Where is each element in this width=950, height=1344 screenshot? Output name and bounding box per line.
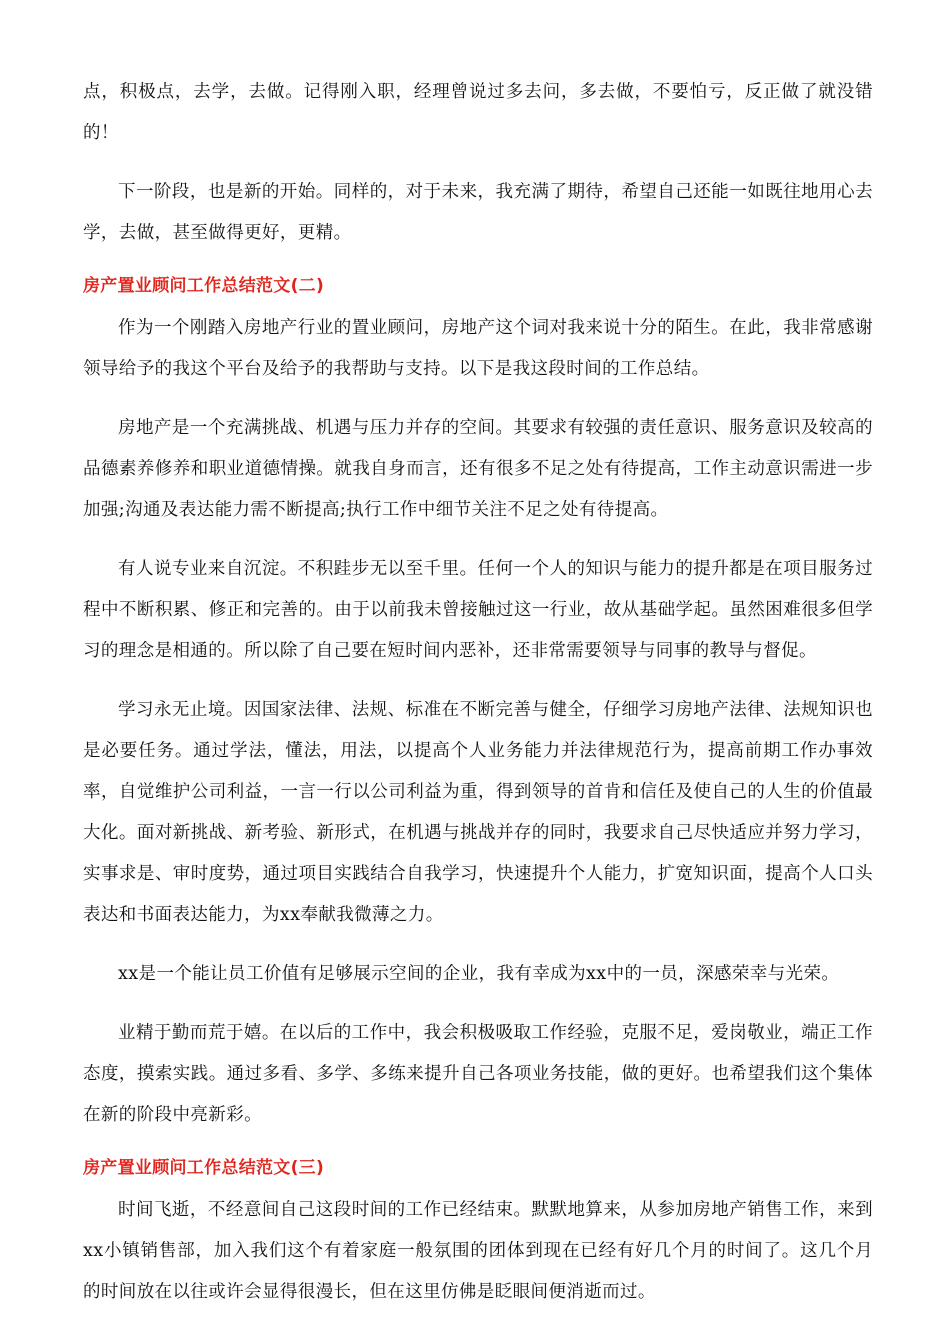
paragraph: 时间飞逝，不经意间自己这段时间的工作已经结束。默默地算来，从参加房地产销售工作，来到xx小镇销售部，加入我们这个有着家庭一般氛围的团体到现在已经有好几个月的时间了。这几个月的时间放在以往或许会显得很漫长，但在这里仿佛是眨眼间便消逝而过。 [83,1200,873,1302]
paragraph: 下一阶段，也是新的开始。同样的，对于未来，我充满了期待，希望自己还能一如既往地用心去学，去做，甚至做得更好，更精。 [83,182,873,243]
paragraph: 有人说专业来自沉淀。不积跬步无以至千里。任何一个人的知识与能力的提升都是在项目服务过程中不断积累、修正和完善的。由于以前我未曾接触过这一行业，故从基础学起。虽然困难很多但学习的理念是相通的。所以除了自己要在短时间内恶补，还非常需要领导与同事的教导与督促。 [83,559,873,661]
paragraph: 学习永无止境。因国家法律、法规、标准在不断完善与健全，仔细学习房地产法律、法规知识也是必要任务。通过学法，懂法，用法，以提高个人业务能力并法律规范行为，提高前期工作办事效率，自觉维护公司利益，一言一行以公司利益为重，得到领导的首肯和信任及使自己的人生的价值最大化。面对新挑战、新考验、新形式，在机遇与挑战并存的同时，我要求自己尽快适应并努力学习，实事求是、审时度势，通过项目实践结合自我学习，快速提升个人能力，扩宽知识面，提高个人口头表达和书面表达能力，为xx奉献我微薄之力。 [83,700,873,925]
section-heading: 房产置业顾问工作总结范文(三) [83,1158,325,1178]
paragraph: 作为一个刚踏入房地产行业的置业顾问，房地产这个词对我来说十分的陌生。在此，我非常感谢领导给予的我这个平台及给予的我帮助与支持。以下是我这段时间的工作总结。 [83,318,873,379]
paragraph: 业精于勤而荒于嬉。在以后的工作中，我会积极吸取工作经验，克服不足，爱岗敬业，端正工作态度，摸索实践。通过多看、多学、多练来提升自己各项业务技能，做的更好。也希望我们这个集体在新的阶段中亮新彩。 [83,1023,873,1125]
paragraph: 房地产是一个充满挑战、机遇与压力并存的空间。其要求有较强的责任意识、服务意识及较高的品德素养修养和职业道德情操。就我自身而言，还有很多不足之处有待提高，工作主动意识需进一步加强;沟通及表达能力需不断提高;执行工作中细节关注不足之处有待提高。 [83,418,873,520]
document-page [83,72,873,1331]
paragraph: xx是一个能让员工价值有足够展示空间的企业，我有幸成为xx中的一员，深感荣幸与光荣。 [118,964,840,984]
paragraph: 点，积极点，去学，去做。记得刚入职，经理曾说过多去问，多去做，不要怕亏，反正做了就没错的！ [83,82,873,143]
section-heading: 房产置业顾问工作总结范文(二) [83,276,325,296]
